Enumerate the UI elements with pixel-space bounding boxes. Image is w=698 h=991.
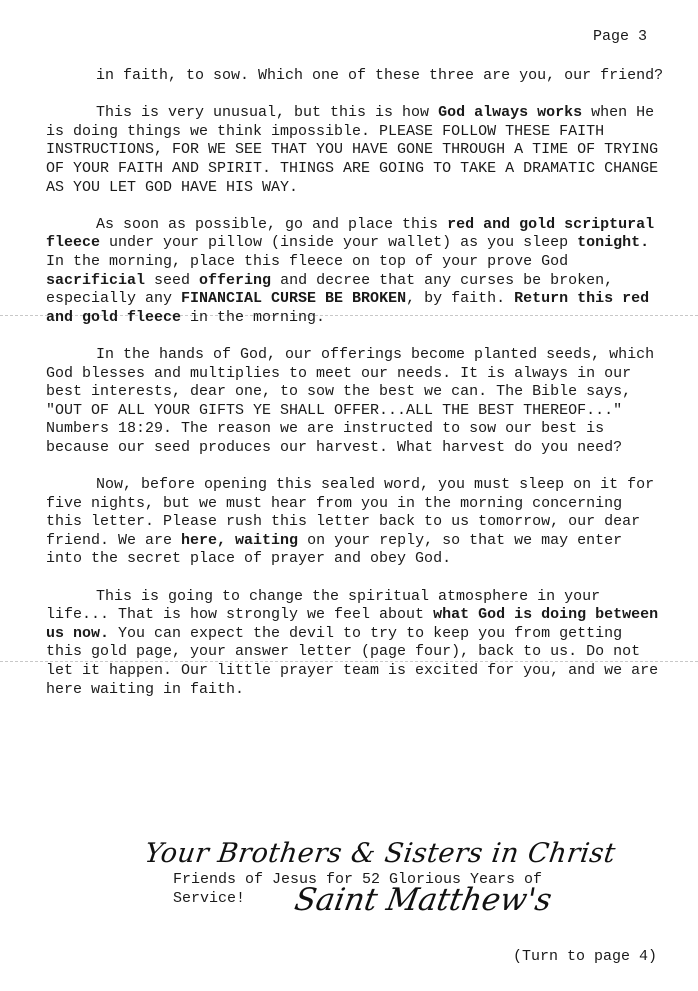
emphasis: offering — [199, 271, 272, 289]
emphasis: what God is doing between us now. — [46, 606, 659, 642]
page-number: Page 3 — [593, 28, 648, 45]
text: when He is doing things we think impossible. PLEASE FOLLOW THESE FAITH INSTRUCTIONS, FOR WE SEE THAT YOU HAVE GONE THROUGH A TIME OF TRYING OF YOUR FAITH AND SPIRIT. THINGS ARE GOING TO TAKE A DRAMATIC CHANGE AS YOU LET GOD HAVE HIS WAY. — [46, 104, 659, 196]
text: This is very unusual, but this is how — [96, 104, 439, 122]
paragraph-fleece-instructions — [46, 216, 666, 328]
paragraph-planted-seeds: In the hands of God, our offerings become planted seeds, which God blesses and multiplies to meet our needs. It is always in our best interests, dear one, to sow the best we can. The Bible says, "OUT OF ALL YOUR GIFTS YE SHALL OFFER...ALL THE BEST THEREOF..." Numbers 18:29. The reason we are instructed to sow our best is because our seed produces our harvest. What harvest do you need? — [46, 345, 655, 456]
letter-body — [46, 67, 666, 718]
emphasis: red and gold scriptural fleece — [46, 215, 655, 252]
text: under your pillow (inside your wallet) as you sleep — [100, 234, 578, 252]
text: and decree that any curses be broken, especially any — [46, 271, 614, 308]
handwritten-closing: Your Brothers & Sisters in Christ — [142, 838, 618, 869]
paragraph-spiritual-atmosphere — [46, 588, 666, 700]
text: Now, before opening this sealed word, you must sleep on it for five nights, but we must hear from you in the morning concerning this letter. Please rush this letter back to us tomorrow, our dear friend. We are — [46, 476, 655, 549]
text: In the morning, place this fleece on top of your prove God — [46, 252, 569, 270]
paragraph-god-always-works — [46, 104, 666, 197]
text: You can expect the devil to try to keep you from getting this gold page, your answer letter (page four), back to us. Do not let it happen. Our little prayer team is excited for you, and we are here waiting in faith. — [46, 624, 659, 698]
emphasis: God always works — [438, 104, 583, 122]
text: on your reply, so that we may enter into the secret place of prayer and obey God. — [46, 531, 623, 568]
emphasis: sacrificial — [46, 271, 146, 289]
handwritten-signature: Saint Matthew's — [291, 882, 555, 918]
text: in the morning. — [181, 308, 326, 326]
paragraph-sealed-word — [46, 476, 666, 569]
friends-of-jesus-text: Friends of Jesus for 52 Glorious Years of Service! — [173, 871, 543, 907]
text: This is going to change the spiritual atmosphere in your life... That is how strongly we feel about — [46, 587, 601, 624]
paragraph-continuation: in faith, to sow. Which one of these three are you, our friend? — [96, 67, 664, 84]
text: As soon as possible, go and place this — [96, 215, 448, 233]
emphasis: FINANCIAL CURSE BE BROKEN — [181, 290, 407, 308]
emphasis: here, waiting — [181, 531, 299, 549]
text: seed — [145, 271, 200, 289]
emphasis: Return this red and gold fleece — [46, 290, 650, 326]
text: , by faith. — [406, 290, 515, 308]
letter-closing — [142, 838, 618, 938]
turn-page-note: (Turn to page 4) — [513, 948, 658, 965]
emphasis: tonight. — [577, 234, 650, 252]
